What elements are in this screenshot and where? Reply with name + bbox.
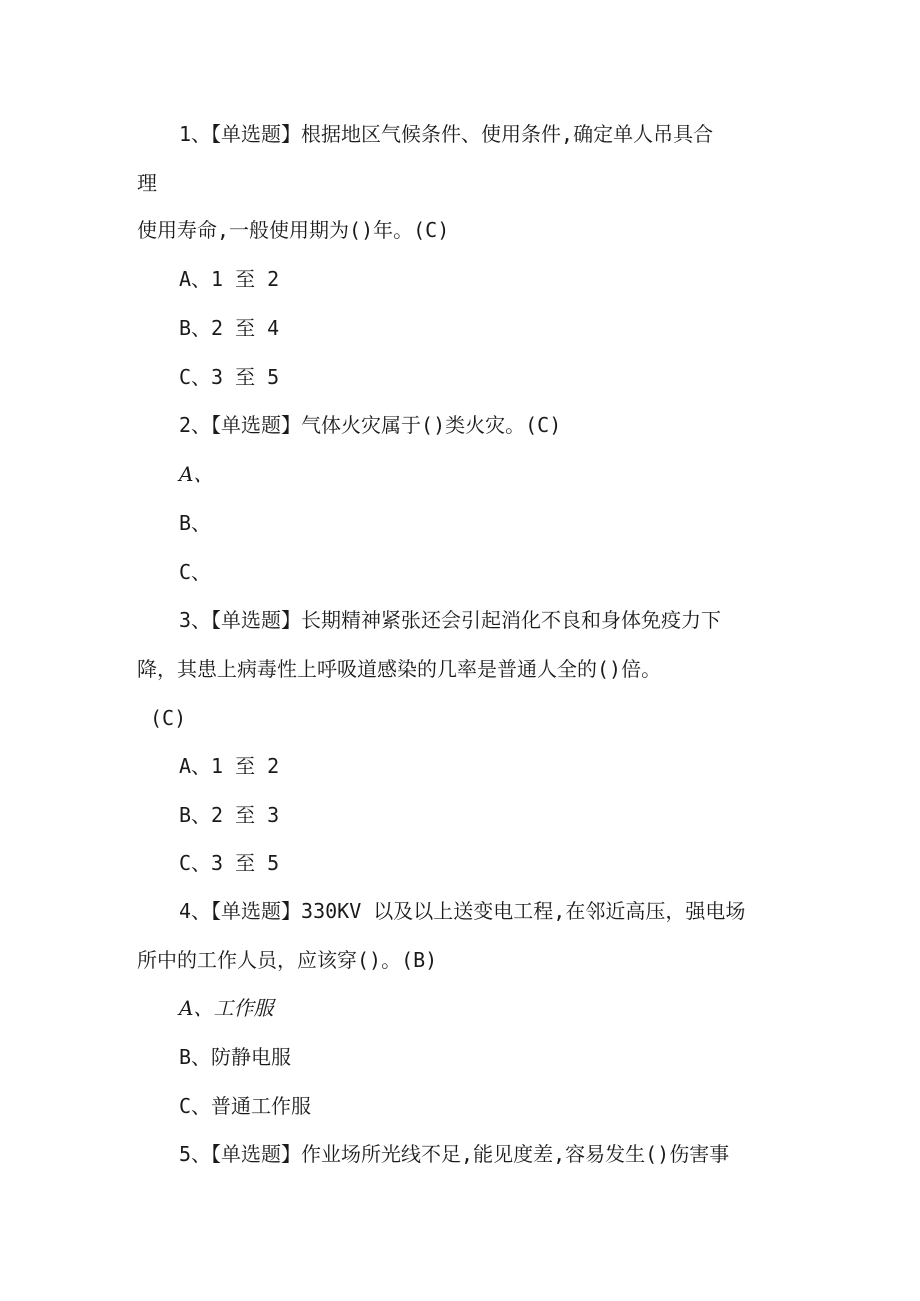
question-3-text-cont: 降，其患上病毒性上呼吸道感染的几率是普通人全的()倍。	[137, 657, 662, 681]
question-1-option-c: C、3 至 5	[179, 365, 280, 389]
question-4-option-b: B、防静电服	[179, 1045, 292, 1069]
question-3-option-b: B、2 至 3	[179, 803, 280, 827]
question-1-text-cont: 理	[137, 171, 157, 195]
question-3-option-a: A、1 至 2	[179, 754, 280, 778]
question-4-text-cont: 所中的工作人员，应该穿()。(B)	[137, 948, 438, 972]
question-2-option-a: A、	[179, 462, 214, 486]
question-3-text: 3、【单选题】长期精神紧张还会引起消化不良和身体免疫力下	[179, 608, 722, 632]
question-4-option-a: A、工作服	[179, 996, 274, 1020]
question-1-option-a: A、1 至 2	[179, 267, 280, 291]
question-1-option-b: B、2 至 4	[179, 316, 280, 340]
question-2-text: 2、【单选题】气体火灾属于()类火灾。(C)	[179, 413, 562, 437]
question-3-option-c: C、3 至 5	[179, 851, 280, 875]
question-3-answer: (C)	[150, 706, 187, 730]
question-2-option-b: B、	[179, 511, 212, 535]
question-4-option-c: C、普通工作服	[179, 1094, 312, 1118]
question-5-text: 5、【单选题】作业场所光线不足,能见度差,容易发生()伤害事	[179, 1142, 730, 1166]
question-1-text: 1、【单选题】根据地区气候条件、使用条件,确定单人吊具合	[179, 122, 714, 146]
question-1-text-cont: 使用寿命,一般使用期为()年。(C)	[137, 218, 450, 242]
question-4-text: 4、【单选题】330KV 以及以上送变电工程,在邻近高压，强电场	[179, 899, 746, 923]
question-2-option-c: C、	[179, 560, 212, 584]
